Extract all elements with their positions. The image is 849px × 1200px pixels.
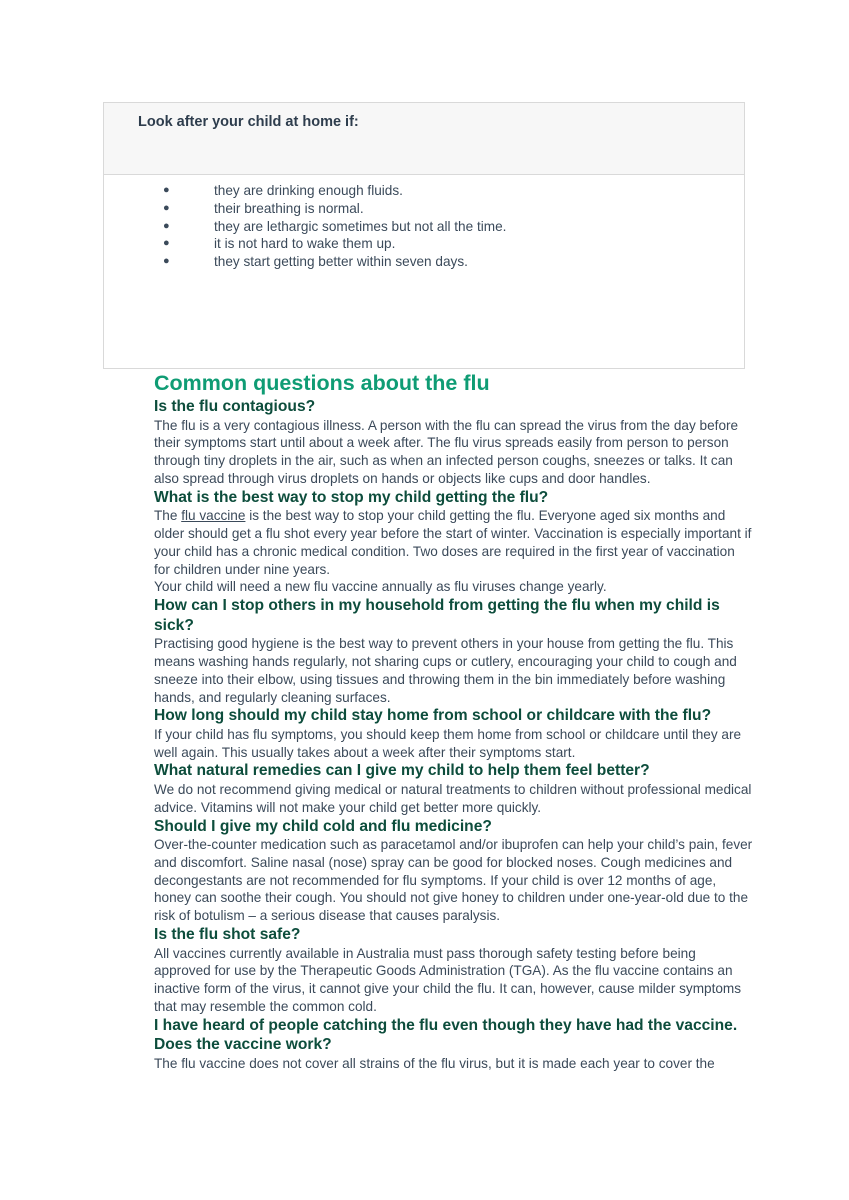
list-item-text: they are lethargic sometimes but not all the time. [214, 218, 507, 234]
answer-text: is the best way to stop your child getting the flu. Everyone aged six months and older should get a flu shot every year before the start of winter. Vaccination is especially important if your child has a chronic medical condition. Two doses are required in the first year of vaccination for children under nine years. [154, 508, 752, 577]
list-item-text: their breathing is normal. [214, 200, 364, 216]
home-care-box-title: Look after your child at home if: [138, 114, 359, 130]
bullet-icon: ● [163, 219, 170, 232]
question-cold-flu-medicine: Should I give my child cold and flu medicine? [154, 817, 492, 835]
list-item-text: it is not hard to wake them up. [214, 236, 396, 252]
answer-contagious: The flu is a very contagious illness. A person with the flu can spread the virus from the day before their symptoms start until about a week after. The flu virus spreads easily from person to person through tiny droplets in the air, such as when an infected person coughs, sneezes or talks. It can also spread through virus droplets on hands or objects like cups and door handles. [154, 417, 739, 486]
answer-flu-shot-safe: All vaccines currently available in Australia must pass thorough safety testing before being approved for use by the Therapeutic Goods Administration (TGA). As the flu vaccine contains an inactive form of the virus, it cannot give your child the flu. It can, however, cause milder symptoms that may resemble the common cold. [154, 945, 742, 1014]
section-heading: Common questions about the flu [154, 371, 490, 395]
bullet-icon: ● [163, 255, 170, 268]
answer-cold-flu-medicine: Over-the-counter medication such as paracetamol and/or ibuprofen can help your child’s pain, fever and discomfort. Saline nasal (nose) spray can be good for blocked noses. Cough medicines and decongestants are not recommended for flu symptoms. If your child is over 12 months of age, honey can soothe their cough. You should not give honey to children under one-year-old due to the risk of botulism – a serious disease that causes paralysis. [154, 837, 753, 924]
answer-best-way-stop-flu [154, 507, 754, 578]
faq-section [154, 370, 754, 1073]
question-natural-remedies: What natural remedies can I give my child to help them feel better? [154, 762, 650, 780]
question-stop-household-spread: How can I stop others in my household from getting the flu when my child is sick? [154, 597, 720, 634]
bullet-icon: ● [163, 184, 170, 196]
list-item-text: they are drinking enough fluids. [214, 183, 403, 198]
question-vaccine-work: I have heard of people catching the flu even though they have had the vaccine. Does the vaccine work? [154, 1016, 738, 1054]
flu-vaccine-link[interactable]: flu vaccine [181, 508, 246, 524]
answer-stay-home: If your child has flu symptoms, you should keep them home from school or childcare until they are well again. This usually takes about a week after their symptoms start. [154, 726, 742, 760]
list-item-text: they start getting better within seven days. [214, 254, 468, 270]
question-flu-shot-safe: Is the flu shot safe? [154, 926, 301, 944]
answer-text: The [154, 508, 182, 524]
home-care-box [103, 102, 745, 369]
question-contagious: Is the flu contagious? [154, 398, 316, 415]
bullet-icon: ● [163, 201, 170, 214]
question-stay-home: How long should my child stay home from school or childcare with the flu? [154, 707, 712, 725]
question-best-way-stop-flu: What is the best way to stop my child getting the flu? [154, 488, 549, 506]
answer-vaccine-work: The flu vaccine does not cover all strains of the flu virus, but it is made each year to cover the [154, 1055, 715, 1071]
bullet-icon: ● [163, 237, 170, 250]
answer-natural-remedies: We do not recommend giving medical or natural treatments to children without professional medical advice. Vitamins will not make your child get better more quickly. [154, 781, 752, 815]
answer-annual-vaccine: Your child will need a new flu vaccine annually as flu viruses change yearly. [154, 579, 607, 595]
answer-stop-household-spread: Practising good hygiene is the best way to prevent others in your house from getting the flu. This means washing hands regularly, not sharing cups or cutlery, encouraging your child to cough and sneeze into their elbow, using tissues and throwing them in the bin immediately before washing hands, and regularly cleaning surfaces. [154, 636, 737, 705]
